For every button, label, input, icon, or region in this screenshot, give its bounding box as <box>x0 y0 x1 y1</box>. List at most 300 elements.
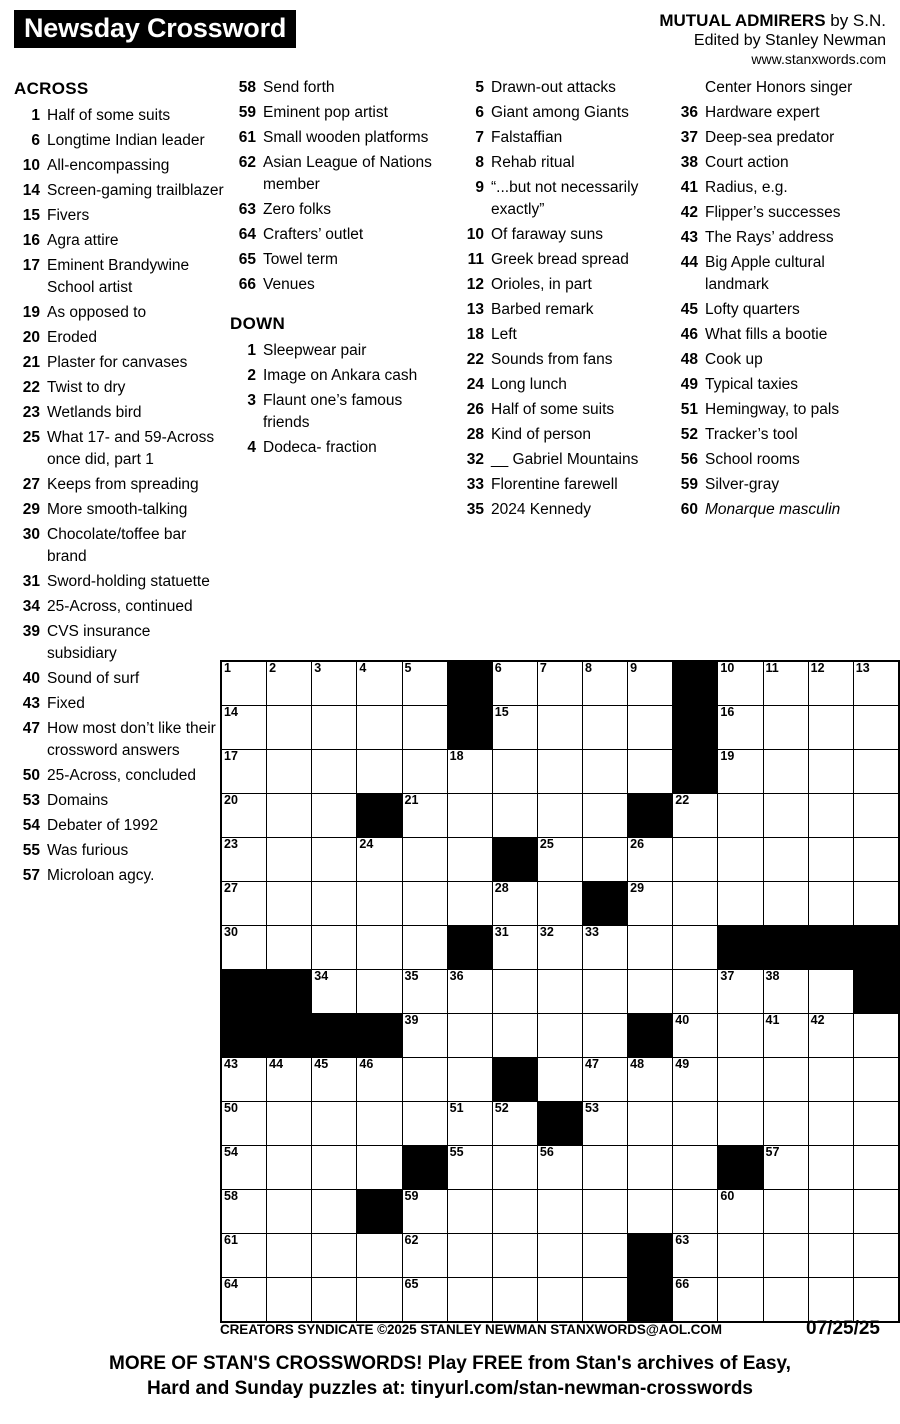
grid-cell[interactable] <box>357 1234 402 1278</box>
clue-down-13[interactable] <box>458 299 666 321</box>
grid-cell[interactable] <box>537 750 582 794</box>
clue-across-55[interactable] <box>14 840 224 862</box>
grid-cell[interactable] <box>763 1190 808 1234</box>
grid-cell[interactable] <box>312 882 357 926</box>
grid-cell[interactable] <box>583 750 628 794</box>
grid-cell[interactable] <box>447 882 492 926</box>
grid-cell[interactable] <box>763 1058 808 1102</box>
grid-cell[interactable] <box>853 794 899 838</box>
clue-down-26[interactable] <box>458 399 666 421</box>
grid-cell[interactable] <box>763 1146 808 1190</box>
grid-cell[interactable] <box>537 706 582 750</box>
grid-cell[interactable] <box>447 1102 492 1146</box>
clue-across-19[interactable] <box>14 302 224 324</box>
grid-cell-number: 17 <box>224 749 238 763</box>
grid-cell[interactable] <box>402 1278 447 1323</box>
grid-cell[interactable] <box>221 1234 267 1278</box>
grid-cell-number: 25 <box>539 837 554 851</box>
clue-down-6[interactable] <box>458 102 666 124</box>
clue-across-53[interactable] <box>14 790 224 812</box>
grid-cell[interactable] <box>853 1190 899 1234</box>
grid-cell[interactable] <box>537 1146 582 1190</box>
grid-cell[interactable] <box>583 1234 628 1278</box>
clue-across-50[interactable] <box>14 765 224 787</box>
grid-cell[interactable] <box>402 706 447 750</box>
grid-cell[interactable] <box>853 1234 899 1278</box>
grid-cell[interactable] <box>537 1278 582 1323</box>
grid-cell[interactable] <box>221 1190 267 1234</box>
clue-across-40[interactable] <box>14 668 224 690</box>
grid-cell[interactable] <box>673 1278 718 1323</box>
grid-cell[interactable] <box>447 1058 492 1102</box>
grid-cell[interactable] <box>583 1058 628 1102</box>
grid-cell[interactable] <box>718 1234 763 1278</box>
clue-across-15[interactable] <box>14 205 224 227</box>
grid-cell[interactable] <box>808 1190 853 1234</box>
grid-cell[interactable] <box>357 970 402 1014</box>
clue-down-48[interactable] <box>672 349 880 371</box>
grid-cell[interactable] <box>673 970 718 1014</box>
grid-cell-number: 18 <box>449 749 464 763</box>
grid-cell[interactable] <box>267 706 312 750</box>
grid-cell[interactable] <box>718 838 763 882</box>
crossword-grid-container[interactable] <box>220 660 900 1323</box>
clue-across-1[interactable] <box>14 105 224 127</box>
grid-cell-number: 26 <box>630 837 645 851</box>
grid-cell[interactable] <box>673 1014 718 1058</box>
clue-down-5[interactable] <box>458 77 666 99</box>
grid-cell[interactable] <box>537 970 582 1014</box>
grid-cell[interactable] <box>402 1234 447 1278</box>
clue-text: Longtime Indian leader <box>47 131 205 149</box>
clue-number: 52 <box>680 425 698 443</box>
clue-across-61[interactable] <box>230 127 452 149</box>
grid-cell[interactable] <box>402 926 447 970</box>
grid-cell[interactable] <box>763 794 808 838</box>
clue-across-27[interactable] <box>14 474 224 496</box>
clue-down-52[interactable] <box>672 424 880 446</box>
grid-cell[interactable] <box>628 882 673 926</box>
grid-cell[interactable] <box>763 838 808 882</box>
grid-cell[interactable] <box>628 1146 673 1190</box>
grid-cell[interactable] <box>673 1102 718 1146</box>
grid-cell[interactable] <box>628 750 673 794</box>
grid-cell[interactable] <box>492 750 537 794</box>
clue-across-47[interactable] <box>14 718 224 762</box>
grid-cell[interactable] <box>583 1278 628 1323</box>
grid-cell[interactable] <box>312 750 357 794</box>
grid-cell[interactable] <box>221 882 267 926</box>
grid-cell[interactable] <box>312 1058 357 1102</box>
grid-cell[interactable] <box>808 750 853 794</box>
grid-cell-number: 62 <box>404 1233 419 1247</box>
grid-cell[interactable] <box>221 926 267 970</box>
grid-cell[interactable] <box>537 1058 582 1102</box>
grid-cell[interactable] <box>583 970 628 1014</box>
grid-block-cell <box>583 882 628 926</box>
grid-cell[interactable] <box>628 838 673 882</box>
clue-across-57[interactable] <box>14 865 224 887</box>
clue-text: “...but not necessarily exactly” <box>491 178 639 218</box>
grid-cell[interactable] <box>402 882 447 926</box>
grid-cell[interactable] <box>357 1146 402 1190</box>
grid-cell[interactable] <box>763 1234 808 1278</box>
grid-cell[interactable] <box>357 706 402 750</box>
grid-cell[interactable] <box>221 1058 267 1102</box>
clue-down-22[interactable] <box>458 349 666 371</box>
promo-line-1: MORE OF STAN'S CROSSWORDS! Play FREE from Stan's archives of Easy, <box>109 1353 791 1374</box>
grid-cell[interactable] <box>312 1102 357 1146</box>
grid-cell[interactable] <box>583 838 628 882</box>
clue-down-4[interactable] <box>230 437 452 459</box>
grid-cell[interactable] <box>447 750 492 794</box>
grid-cell[interactable] <box>402 1014 447 1058</box>
grid-cell[interactable] <box>763 661 808 706</box>
grid-cell[interactable] <box>402 661 447 706</box>
clue-across-21[interactable] <box>14 352 224 374</box>
grid-cell[interactable] <box>763 1102 808 1146</box>
grid-cell[interactable] <box>492 970 537 1014</box>
clue-across-14[interactable] <box>14 180 224 202</box>
grid-cell[interactable] <box>492 1234 537 1278</box>
grid-cell[interactable] <box>447 1190 492 1234</box>
grid-cell[interactable] <box>583 1190 628 1234</box>
clue-number: 29 <box>22 500 40 518</box>
grid-cell[interactable] <box>763 750 808 794</box>
clue-across-66[interactable] <box>230 274 452 296</box>
clue-down-24[interactable] <box>458 374 666 396</box>
clue-down-9[interactable] <box>458 177 666 221</box>
grid-cell[interactable] <box>628 1190 673 1234</box>
clue-across-17[interactable] <box>14 255 224 299</box>
clue-down-37[interactable] <box>672 127 880 149</box>
grid-cell[interactable] <box>312 1278 357 1323</box>
grid-cell[interactable] <box>808 1058 853 1102</box>
clue-down-56[interactable] <box>672 449 880 471</box>
grid-cell[interactable] <box>808 661 853 706</box>
grid-cell-number: 38 <box>765 969 780 983</box>
grid-cell[interactable] <box>402 1058 447 1102</box>
grid-cell[interactable] <box>267 794 312 838</box>
grid-cell[interactable] <box>402 1190 447 1234</box>
clue-across-65[interactable] <box>230 249 452 271</box>
grid-cell[interactable] <box>312 661 357 706</box>
grid-block-cell <box>673 750 718 794</box>
grid-cell[interactable] <box>492 926 537 970</box>
grid-cell[interactable] <box>357 1278 402 1323</box>
grid-cell[interactable] <box>312 1190 357 1234</box>
clue-across-20[interactable] <box>14 327 224 349</box>
grid-cell[interactable] <box>267 1058 312 1102</box>
clue-down-10[interactable] <box>458 224 666 246</box>
clue-down-51[interactable] <box>672 399 880 421</box>
grid-cell[interactable] <box>808 838 853 882</box>
clue-down-49[interactable] <box>672 374 880 396</box>
grid-cell[interactable] <box>357 926 402 970</box>
clue-down-42[interactable] <box>672 202 880 224</box>
grid-cell[interactable] <box>628 1102 673 1146</box>
grid-cell[interactable] <box>583 706 628 750</box>
grid-cell[interactable] <box>447 794 492 838</box>
grid-cell[interactable] <box>537 661 582 706</box>
grid-cell[interactable] <box>492 794 537 838</box>
grid-cell[interactable] <box>267 750 312 794</box>
crossword-grid[interactable] <box>220 660 900 1323</box>
grid-cell[interactable] <box>853 706 899 750</box>
clue-across-10[interactable] <box>14 155 224 177</box>
grid-cell[interactable] <box>763 706 808 750</box>
clue-down-3[interactable] <box>230 390 452 434</box>
grid-block-cell <box>447 661 492 706</box>
grid-cell[interactable] <box>357 750 402 794</box>
clue-across-16[interactable] <box>14 230 224 252</box>
clue-down-8[interactable] <box>458 152 666 174</box>
grid-cell[interactable] <box>312 926 357 970</box>
grid-cell[interactable] <box>718 661 763 706</box>
grid-cell[interactable] <box>447 1278 492 1323</box>
clue-number: 19 <box>22 303 40 321</box>
grid-cell[interactable] <box>492 706 537 750</box>
grid-cell[interactable] <box>267 1234 312 1278</box>
grid-cell[interactable] <box>583 1014 628 1058</box>
grid-cell[interactable] <box>808 970 853 1014</box>
grid-cell[interactable] <box>312 1234 357 1278</box>
grid-cell[interactable] <box>492 882 537 926</box>
grid-cell[interactable] <box>312 838 357 882</box>
grid-cell[interactable] <box>628 1058 673 1102</box>
grid-cell[interactable] <box>267 838 312 882</box>
clue-across-62[interactable] <box>230 152 452 196</box>
grid-cell[interactable] <box>402 970 447 1014</box>
clue-down-46[interactable] <box>672 324 880 346</box>
clue-number: 61 <box>238 128 256 146</box>
grid-cell-number: 46 <box>359 1057 374 1071</box>
clue-down-43[interactable] <box>672 227 880 249</box>
grid-cell-number: 14 <box>224 705 238 719</box>
clue-down-44[interactable] <box>672 252 880 296</box>
grid-cell[interactable] <box>763 1278 808 1323</box>
grid-cell[interactable] <box>718 1190 763 1234</box>
grid-cell[interactable] <box>673 1234 718 1278</box>
grid-cell[interactable] <box>537 794 582 838</box>
grid-cell[interactable] <box>537 1190 582 1234</box>
clue-text: Send forth <box>263 78 335 96</box>
grid-cell[interactable] <box>537 1234 582 1278</box>
clue-down-35[interactable] <box>458 499 666 521</box>
grid-cell[interactable] <box>583 794 628 838</box>
grid-cell[interactable] <box>221 706 267 750</box>
grid-cell[interactable] <box>808 1146 853 1190</box>
clue-down-45[interactable] <box>672 299 880 321</box>
grid-cell[interactable] <box>221 794 267 838</box>
grid-cell[interactable] <box>673 794 718 838</box>
clue-across-34[interactable] <box>14 596 224 618</box>
grid-cell[interactable] <box>673 1190 718 1234</box>
clue-across-29[interactable] <box>14 499 224 521</box>
clue-across-43[interactable] <box>14 693 224 715</box>
clue-down-41[interactable] <box>672 177 880 199</box>
clue-down-59[interactable] <box>672 474 880 496</box>
grid-cell[interactable] <box>628 926 673 970</box>
grid-cell[interactable] <box>853 750 899 794</box>
grid-cell[interactable] <box>402 838 447 882</box>
grid-cell[interactable] <box>492 1190 537 1234</box>
grid-cell[interactable] <box>402 794 447 838</box>
grid-cell[interactable] <box>537 926 582 970</box>
grid-cell[interactable] <box>357 1058 402 1102</box>
clue-across-39[interactable] <box>14 621 224 665</box>
grid-cell[interactable] <box>312 794 357 838</box>
grid-cell[interactable] <box>357 838 402 882</box>
clue-across-58[interactable] <box>230 77 452 99</box>
grid-cell[interactable] <box>447 838 492 882</box>
grid-cell[interactable] <box>312 970 357 1014</box>
grid-cell[interactable] <box>267 1102 312 1146</box>
grid-cell[interactable] <box>808 794 853 838</box>
grid-cell[interactable] <box>853 882 899 926</box>
grid-cell[interactable] <box>312 1146 357 1190</box>
clue-down-2[interactable] <box>230 365 452 387</box>
clue-across-63[interactable] <box>230 199 452 221</box>
clue-text: Hardware expert <box>705 103 820 121</box>
grid-cell[interactable] <box>267 661 312 706</box>
clue-down-28[interactable] <box>458 424 666 446</box>
grid-cell[interactable] <box>267 1278 312 1323</box>
grid-cell[interactable] <box>853 661 899 706</box>
grid-cell[interactable] <box>718 794 763 838</box>
grid-cell[interactable] <box>628 706 673 750</box>
grid-cell[interactable] <box>357 882 402 926</box>
clue-across-22[interactable] <box>14 377 224 399</box>
grid-cell[interactable] <box>447 1234 492 1278</box>
grid-cell[interactable] <box>718 1058 763 1102</box>
clue-across-31[interactable] <box>14 571 224 593</box>
grid-cell[interactable] <box>808 1278 853 1323</box>
grid-cell[interactable] <box>853 1146 899 1190</box>
clue-across-59[interactable] <box>230 102 452 124</box>
grid-cell[interactable] <box>763 1014 808 1058</box>
grid-cell[interactable] <box>267 1190 312 1234</box>
clue-down-36[interactable] <box>672 102 880 124</box>
grid-cell[interactable] <box>673 1058 718 1102</box>
grid-cell[interactable] <box>718 1278 763 1323</box>
grid-cell[interactable] <box>628 661 673 706</box>
grid-cell[interactable] <box>492 1146 537 1190</box>
grid-cell[interactable] <box>221 838 267 882</box>
clue-text: Small wooden platforms <box>263 128 429 146</box>
grid-cell[interactable] <box>492 1102 537 1146</box>
grid-cell[interactable] <box>583 1102 628 1146</box>
grid-cell[interactable] <box>853 1278 899 1323</box>
grid-cell[interactable] <box>583 926 628 970</box>
grid-cell[interactable] <box>583 1146 628 1190</box>
grid-cell[interactable] <box>808 1014 853 1058</box>
grid-cell[interactable] <box>537 838 582 882</box>
masthead-title: Newsday Crossword <box>14 10 296 48</box>
grid-cell[interactable] <box>447 1146 492 1190</box>
clue-down-1[interactable] <box>230 340 452 362</box>
grid-cell[interactable] <box>537 1014 582 1058</box>
grid-block-cell <box>267 1014 312 1058</box>
grid-cell[interactable] <box>718 970 763 1014</box>
grid-cell[interactable] <box>221 750 267 794</box>
grid-cell[interactable] <box>447 970 492 1014</box>
grid-cell[interactable] <box>718 750 763 794</box>
grid-cell[interactable] <box>853 838 899 882</box>
grid-cell[interactable] <box>673 1146 718 1190</box>
grid-cell[interactable] <box>673 926 718 970</box>
grid-cell[interactable] <box>492 661 537 706</box>
grid-cell-number: 64 <box>224 1277 238 1291</box>
grid-cell[interactable] <box>628 970 673 1014</box>
clue-down-12[interactable] <box>458 274 666 296</box>
grid-cell[interactable] <box>718 882 763 926</box>
grid-cell[interactable] <box>221 661 267 706</box>
clue-down-7[interactable] <box>458 127 666 149</box>
grid-cell[interactable] <box>267 926 312 970</box>
grid-cell-number: 51 <box>449 1101 464 1115</box>
clue-down-32[interactable] <box>458 449 666 471</box>
grid-cell[interactable] <box>537 882 582 926</box>
grid-cell[interactable] <box>221 1102 267 1146</box>
grid-cell[interactable] <box>763 970 808 1014</box>
clue-across-54[interactable] <box>14 815 224 837</box>
clue-down-33[interactable] <box>458 474 666 496</box>
grid-cell[interactable] <box>267 882 312 926</box>
clue-number: 22 <box>22 378 40 396</box>
grid-cell[interactable] <box>853 1058 899 1102</box>
grid-cell[interactable] <box>808 882 853 926</box>
clue-down-11[interactable] <box>458 249 666 271</box>
clue-across-25[interactable] <box>14 427 224 471</box>
grid-cell[interactable] <box>402 750 447 794</box>
grid-cell[interactable] <box>673 838 718 882</box>
clue-column-1 <box>14 77 230 890</box>
grid-cell[interactable] <box>808 1234 853 1278</box>
grid-cell[interactable] <box>402 1102 447 1146</box>
clue-number: 2 <box>247 366 256 384</box>
grid-cell[interactable] <box>853 1102 899 1146</box>
grid-cell[interactable] <box>853 1014 899 1058</box>
grid-cell[interactable] <box>673 882 718 926</box>
clue-across-23[interactable] <box>14 402 224 424</box>
clue-down-18[interactable] <box>458 324 666 346</box>
grid-cell[interactable] <box>492 1014 537 1058</box>
clue-across-64[interactable] <box>230 224 452 246</box>
grid-cell[interactable] <box>447 1014 492 1058</box>
grid-cell[interactable] <box>221 1278 267 1323</box>
grid-cell[interactable] <box>808 706 853 750</box>
grid-cell[interactable] <box>763 882 808 926</box>
clue-down-60[interactable] <box>672 499 880 521</box>
clue-across-30[interactable] <box>14 524 224 568</box>
grid-cell[interactable] <box>267 1146 312 1190</box>
grid-cell[interactable] <box>718 1014 763 1058</box>
clue-across-6[interactable] <box>14 130 224 152</box>
grid-cell[interactable] <box>808 1102 853 1146</box>
clue-text: All-encompassing <box>47 156 170 174</box>
grid-cell[interactable] <box>221 1146 267 1190</box>
grid-cell[interactable] <box>718 1102 763 1146</box>
grid-cell[interactable] <box>357 1102 402 1146</box>
clue-down-38[interactable] <box>672 152 880 174</box>
grid-cell-number: 10 <box>720 661 735 675</box>
grid-cell[interactable] <box>312 706 357 750</box>
grid-cell[interactable] <box>718 706 763 750</box>
grid-cell[interactable] <box>583 661 628 706</box>
grid-cell[interactable] <box>492 1278 537 1323</box>
grid-cell[interactable] <box>357 661 402 706</box>
